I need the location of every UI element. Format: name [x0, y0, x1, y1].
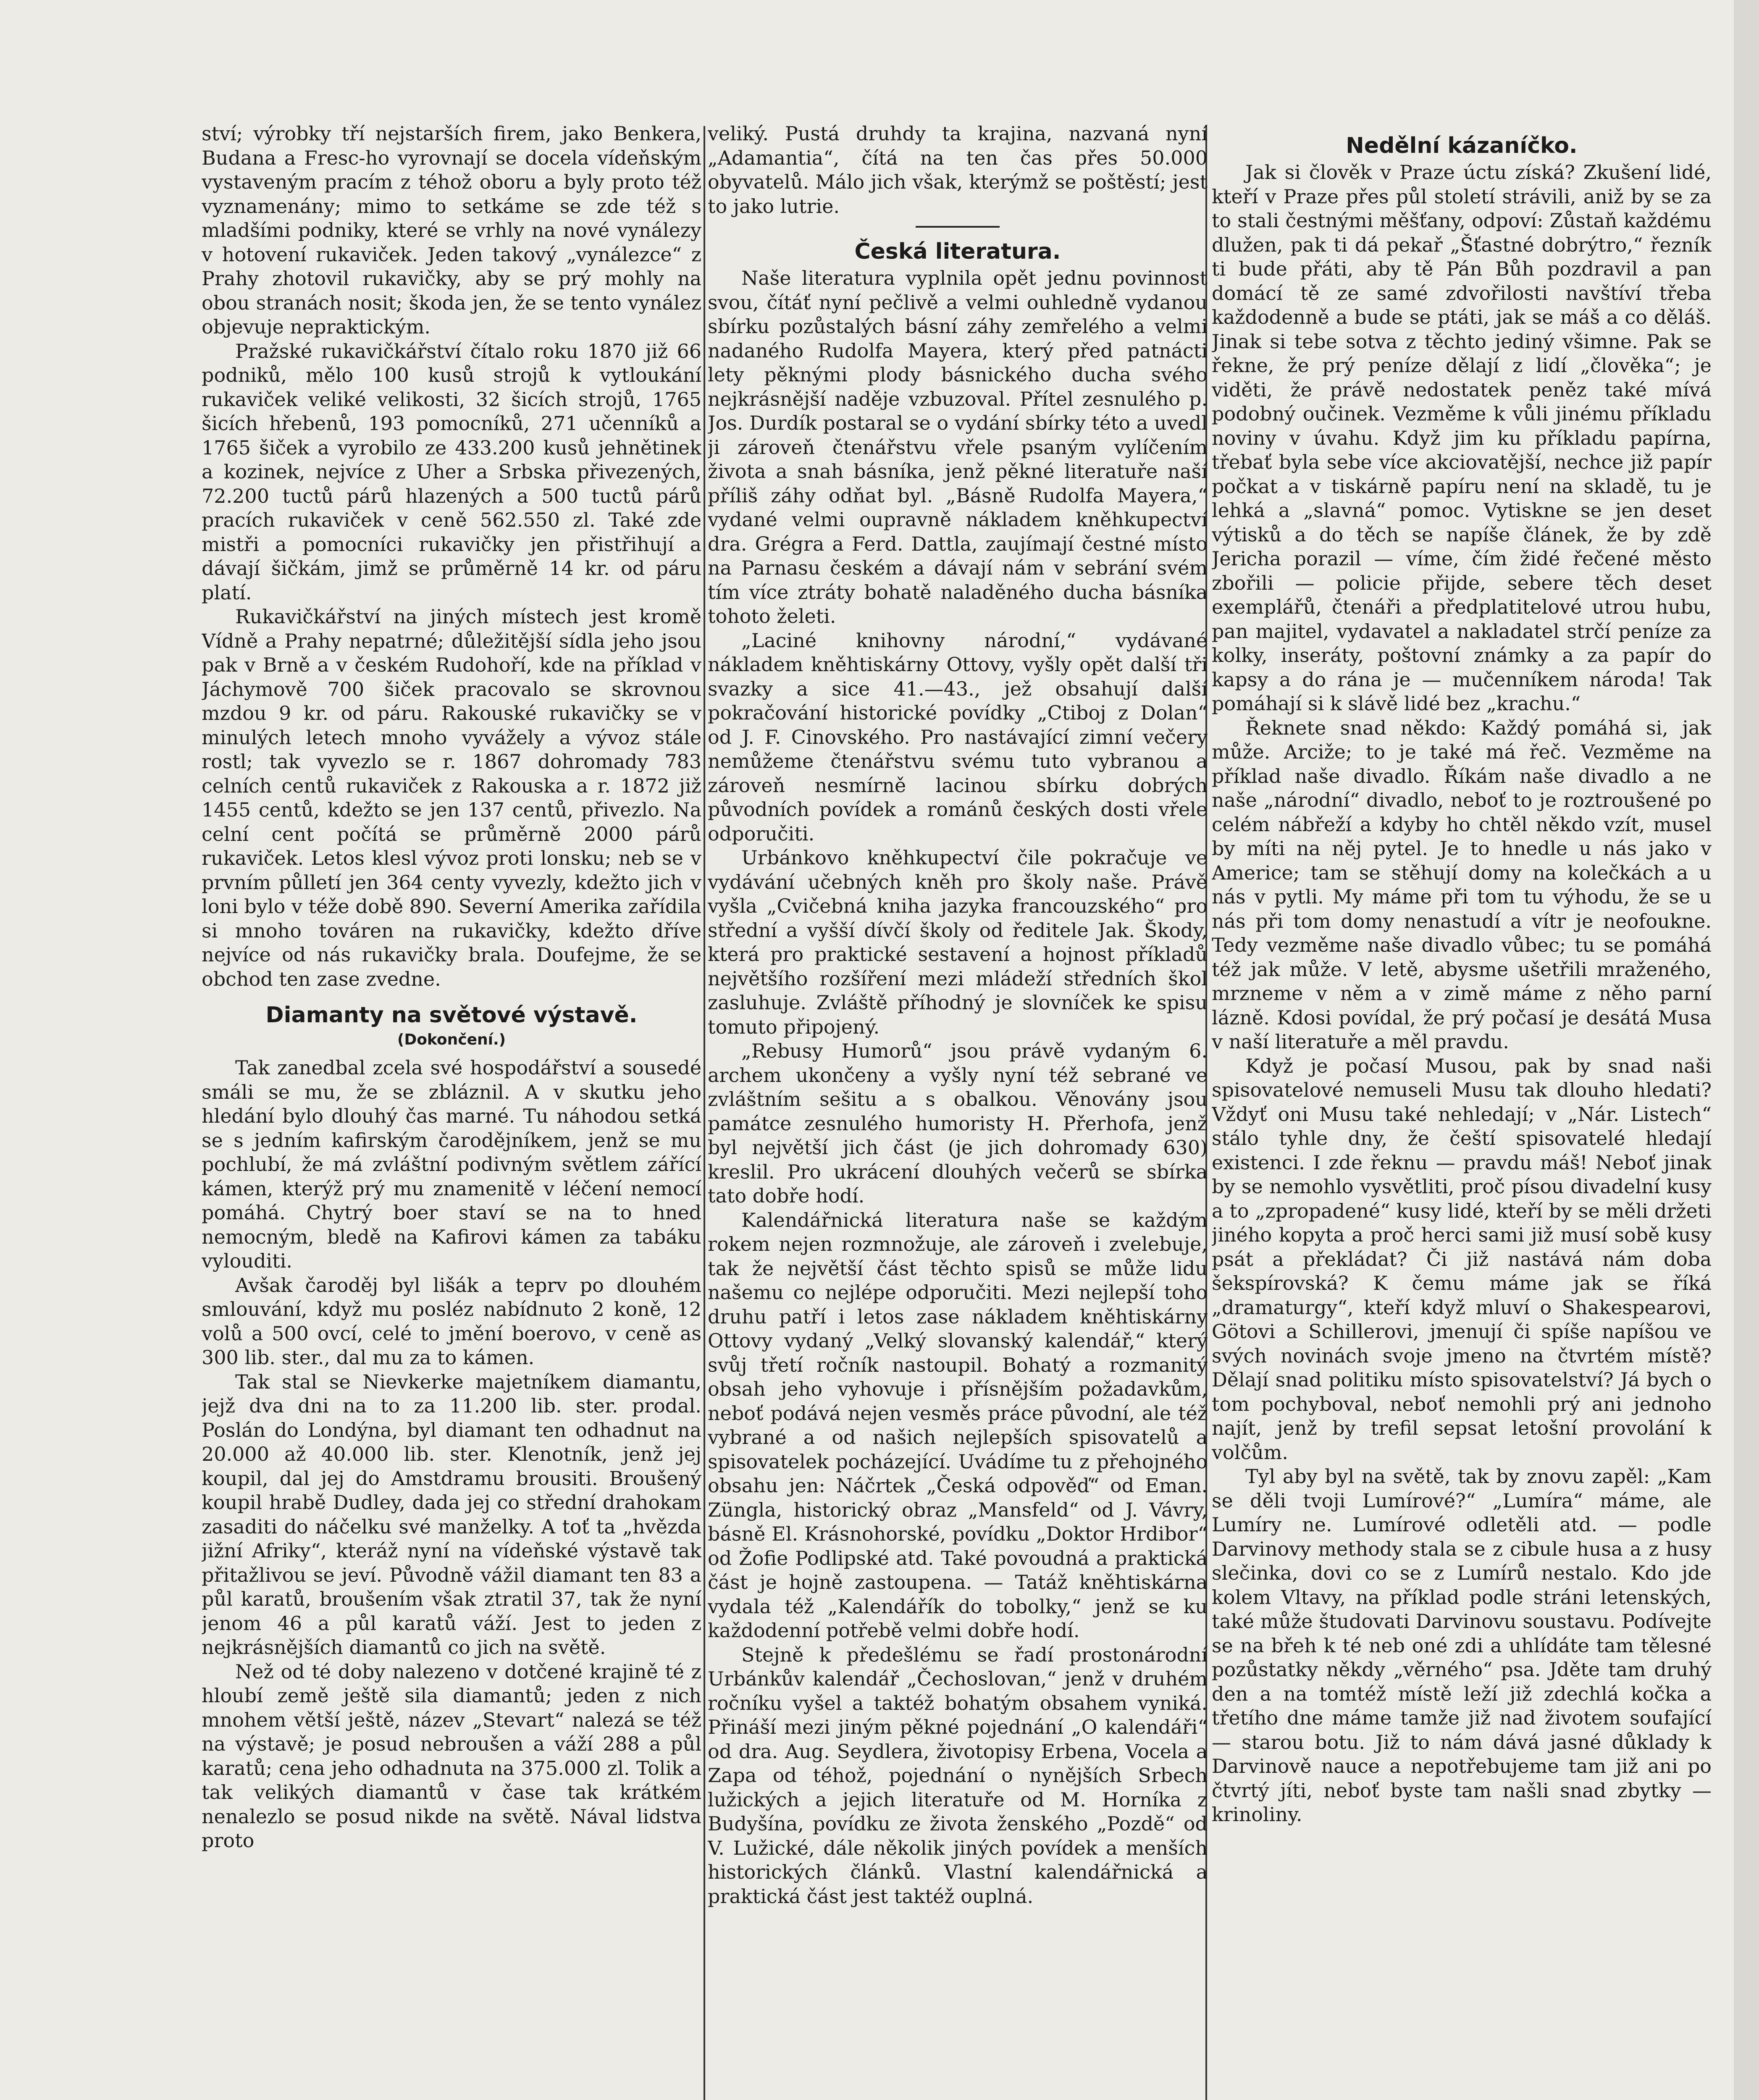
paragraph: Avšak čaroděj byl lišák a teprv po dlouhém smlouvání, když mu posléz nabídnuto 2 koně, 12 volů a 500 ovcí, celé to jmění boerovo, v ceně as 300 lib. ster., dal mu za to kámen. — [202, 1273, 701, 1369]
column-3 — [1212, 122, 1712, 2100]
paragraph: Jak si člověk v Praze úctu získá? Zkušení lidé, kteří v Praze přes půl století strávili, aniž by se za to stali čestnými měšťany, odpoví: Zůstaň každému dlužen, pak ti dá pekař „Šťastné dobrýtro,“ řezník ti bude přáti, aby tě Pán Bůh pozdravil a pan domácí tě ze samé zdvořilosti navštíví třeba každodenně a bude se ptáti, jak se máš a co děláš. Jinak si tebe sotva z těchto jediný všimne. Pak se řekne, že prý peníze dělají z lidí „člověka“; je viděti, že právě nedostatek peněz také mívá podobný oučinek. Vezměme k vůli jinému příkladu noviny v úvahu. Když jim ku příkladu papírna, třebať byla sebe více akciovatější, nechce již papír počkat a v tiskárně papíru není na skladě, tu je lehká a „slavná“ pomoc. Vytiskne se jen deset výtisků a do těch se napíše článek, že by zdě Jericha porazil — víme, čím židé řečené město zbořili — policie přijde, sebere těch deset exemplářů, čtenáři a předplatitelové utrou hubu, pan majitel, vydavatel a nakladatel strčí peníze za kolky, inseráty, poštovní známky a za papír do kapsy a do rána je — mučenníkem národa! Tak pomáhají si k slávě lidé bez „krachu.“ — [1212, 161, 1712, 715]
paragraph: Tak zanedbal zcela své hospodářství a sousedé smáli se mu, že se zbláznil. A v skutku jeho hledání bylo dlouhý čas marné. Tu náhodou setká se s jedním kafirským čarodějníkem, jenž se mu pochlubí, že má zvláštní podivným světlem zářící kámen, kterýž prý mu znamenitě v léčení nemocí pomáhá. Chytrý boer staví se na to hned nemocným, bledě na Kafirovi kámen za tabáku vylouditi. — [202, 1056, 701, 1272]
paragraph: Když je počasí Musou, pak by snad naši spisovatelové nemuseli Musu tak dlouho hledati? Vždyť oni Musu také nehledají; v „Nár. Listech“ stálo tyhle dny, že čeští spisovatelé hledají existenci. I zde řeknu — pravdu máš! Neboť jinak by se nemohlo vysvětliti, proč písou divadelní kusy a to „zpropadené“ kusy lidé, kteří by se měli držeti jiného kopyta a proč herci sami již musí sobě kusy psát a překládat? Či již nastává nám doba šekspírovská? K čemu máme jak se říká „dramaturgy“, kteří když mluví o Shakespearovi, Götovi a Schillerovi, jmenují či spíše napíšou ve svých novinách svoje jmeno na čtvrtém místě? Dělají snad politiku místo spisovatelství? Já bych o tom pochyboval, neboť nemohli prý ani jednoho najít, jenž by trefil sepsat letošní provolání k volčům. — [1212, 1054, 1712, 1464]
paragraph: veliký. Pustá druhdy ta krajina, nazvaná nyní „Adamantia“, čítá na ten čas přes 50.000 obyvatelů. Málo jich však, kterýmž se poštěstí; jest to jako lutrie. — [708, 122, 1208, 218]
paragraph: Naše literatura vyplnila opět jednu povinnost svou, čítáť nyní pečlivě a velmi ouhledně vydanou sbírku pozůstalých básní záhy zemřelého a velmi nadaného Rudolfa Mayera, který před patnácti lety pěknými plody básnického ducha svého nejkrásnější naděje vzbuzoval. Přítel zesnulého p. Jos. Durdík postaral se o vydání sbírky této a uvedl ji zároveň čtenářstvu vřele psaným vylíčením života a snah básníka, jenž pěkné literatuře naší příliš záhy odňat byl. „Básně Rudolfa Mayera,“ vydané velmi oupravně nákladem kněhkupectví dra. Grégra a Ferd. Dattla, zaujímají čestné místo na Parnasu českém a dávají nám v sebrání svém tím více ztráty bohatě naladěného ducha básníka tohoto želeti. — [708, 267, 1208, 627]
divider — [916, 226, 1000, 228]
paragraph: Pražské rukavičkářství čítalo roku 1870 již 66 podniků, mělo 100 kusů strojů k vytloukání rukaviček veliké velikosti, 32 šicích strojů, 1765 šicích hřebenů, 193 pomocníků, 271 učenníků a 1765 šiček a vyrobilo ze 433.200 kusů jehnětinek a kozinek, nejvíce z Uher a Srbska přivezených, 72.200 tuctů párů hlazených a 500 tuctů párů pracích rukaviček v ceně 562.550 zl. Také zde mistři a pomocníci rukavičky jen přistřihují a dávají šičkám, jimž se průměrně 14 kr. od páru platí. — [202, 339, 701, 604]
article-heading: Diamanty na světové výstavě. — [265, 1003, 638, 1028]
paragraph: Tyl aby byl na světě, tak by znovu zapěl: „Kam se děli tvoji Lumírové?“ „Lumíra“ máme, ale Lumíry ne. Lumírové odletěli atd. — podle Darvinovy methody stala se z cibule husa a z husy slečinka, dovi co se z Lumírů nestalo. Kdo jde kolem Vltavy, na příklad podle stráni letenských, také může študovati Darvinovu soustavu. Podívejte se na břeh k té neb oné zdi a uhlídáte tam tělesné pozůstatky někdy „věrného“ psa. Jděte tam druhý den a na tomtéž místě leží již zdechlá kočka a třetího dne máme tamže již nad životem soufající — starou botu. Již to nám dává jasné důklady k Darvinově nauce a nepotřebujeme tam již ani po čtvrtý jíti, neboť byste tam našli snad zbytky — krinoliny. — [1212, 1465, 1712, 1826]
column-rule — [704, 126, 705, 2100]
article-heading: Nedělní kázaníčko. — [1346, 133, 1578, 158]
paragraph: Urbánkovo kněhkupectví čile pokračuje ve vydávání učebných kněh pro školy naše. Právě vyšla „Cvičebná kniha jazyka francouzského“ pro střední a vyšší dívčí školy od ředitele Jak. Škody, která pro praktické sestavení a hojnost příkladů největšího rozšíření mezi mládeží středních škol zasluhuje. Zvláště příhodný je slovníček ke spisu tomuto připojený. — [708, 846, 1208, 1038]
paragraph: Kalendářnická literatura naše se každým rokem nejen rozmnožuje, ale zároveň i zvelebuje, tak že největší část těchto spisů se může lidu našemu co nejlépe odporučiti. Mezi nejlepší toho druhu patří i letos zase nákladem kněhtiskárny Ottovy vydaný „Velký slovanský kalendář,“ který svůj třetí ročník nastoupil. Bohatý a rozmanitý obsah jeho vyhovuje i přísnějším požadavkům, neboť podává nejen vesměs práce původní, ale též vybrané a od našich nejlepších spisovatelů a spisovatelek pocházející. Uvádíme tu z přehojného obsahu jen: Náčrtek „Česká odpověď“ od Eman. Züngla, historický obraz „Mansfeld“ od J. Vávry, básně El. Krásnohorské, povídku „Doktor Hrdibor“ od Žofie Podlipské atd. Také povoudná a praktická část je hojně zastoupena. — Tatáž kněhtiskárna vydala též „Kalendářík do tobolky,“ jenž se ku každodenní potřebě velmi dobře hodí. — [708, 1208, 1208, 1642]
paragraph: „Rebusy Humorů“ jsou právě vydaným 6. archem ukončeny a vyšly nyní též sebrané ve zvláštním sešitu a s obalkou. Věnovány jsou památce zesnulého humoristy H. Přerhofa, jenž byl největší jich část (je jich dohromady 630) kreslil. Pro ukrácení dlouhých večerů se sbírka tato dobře hodí. — [708, 1040, 1208, 1207]
paragraph: Než od té doby nalezeno v dotčené krajině té z hloubí země ještě sila diamantů; jeden z nich mnohem větší ještě, název „Stevart“ nalezá se též na výstavě; je posud nebroušen a váží 288 a půl karatů; cena jeho odhadnuta na 375.000 zl. Tolik a tak velikých diamantů v čase tak krátkém nenalezlo se posud nikde na světě. Nával lidstva proto — [202, 1660, 701, 1852]
paragraph: Tak stal se Nievkerke majetníkem diamantu, jejž dva dni na to za 11.200 lib. ster. prodal. Poslán do Londýna, byl diamant ten odhadnut na 20.000 až 40.000 lib. ster. Klenotník, jenž jej koupil, dal jej do Amstdramu brousiti. Broušený koupil hrabě Dudley, dada jej co střední drahokam zasaditi do náčelku své manželky. A toť ta „hvězda jižní Afriky“, kteráž nyní na vídeňské výstavě tak přitažlivou se jeví. Původně vážil diamant ten 83 a půl karatů, broušením však ztratil 37, tak že nyní jenom 46 a půl karatů váží. Jest to jeden z nejkrásnějších diamantů co jich na světě. — [202, 1370, 701, 1659]
column-2 — [708, 122, 1208, 2100]
paragraph: Rukavičkářství na jiných místech jest kromě Vídně a Prahy nepatrné; důležitější sídla jeho jsou pak v Brně a v českém Rudohoří, kde na příklad v Jáchymově 700 šiček pracovalo se skrovnou mzdou 9 kr. od páru. Rakouské rukavičky se v minulých letech mnoho vyvážely a vývoz stále rostl; tak vyvezlo se r. 1867 dohromady 783 celních centů rukaviček z Rakouska a r. 1872 již 1455 centů, kdežto se jen 137 centů, přivezlo. Na celní cent počítá se průměrně 2000 párů rukaviček. Letos klesl vývoz proti lonsku; neb se v prvním půlletí jen 364 centy vyvezly, kdežto jich v loni bylo v téže době 890. Severní Amerika zařídila si mnoho továren na rukavičky, kdežto dříve nejvíce od nás rukavičky brala. Doufejme, že se obchod ten zase zvedne. — [202, 605, 701, 990]
article-heading: Česká literatura. — [854, 239, 1061, 264]
paragraph: Řeknete snad někdo: Každý pomáhá si, jak může. Arciže; to je také má řeč. Vezměme na příklad naše divadlo. Říkám naše divadlo a ne naše „národní“ divadlo, neboť to je roztroušené po celém nábřeží a kdyby ho chtěl někdo vzít, musel by míti na něj pytel. Je to hnedle u nás jako v Americe; tam se stěhují domy na kolečkách a u nás v pytli. My máme při tom tu výhodu, že se u nás při tom domy nenastudí a vítr je neofoukne. Tedy vezměme naše divadlo vůbec; tu se pomáhá též jak může. V letě, abysme ušetřili mraženého, mrzneme v něm a v zimě máme z něho parní lázně. Kdosi povídal, že prý počasí je desátá Musa v naší literatuře a měl pravdu. — [1212, 716, 1712, 1053]
article-subheading: (Dokončení.) — [397, 1031, 506, 1048]
paragraph: „Laciné knihovny národní,“ vydávané nákladem kněhtiskárny Ottovy, vyšly opět další tři svazky a sice 41.—43., jež obsahují další pokračování historické povídky „Ctiboj z Dolan“ od J. F. Cinovského. Pro nastávající zimní večery nemůžeme čtenářstvu svému tuto vybranou a zároveň nesmírně lacinou sbírku dobrých původních povídek a románů českých dosti vřele odporučiti. — [708, 629, 1208, 845]
column-1 — [202, 122, 701, 2100]
paragraph: Stejně k předešlému se řadí prostonárodní Urbánkův kalendář „Čechoslovan,“ jenž v druhém ročníku vyšel a taktéž bohatým obsahem vyniká. Přináší mezi jiným pěkné pojednání „O kalendáři“ od dra. Aug. Seydlera, životopisy Erbena, Vocela a Zapa od téhož, pojednání o nynějších Srbech lužických a jejich literatuře od M. Horníka z Budyšína, povídku ze života ženského „Pozdě“ od V. Lužické, dále několik jiných povídek a menších historických článků. Vlastní kalendářnická a praktická část jest taktéž ouplná. — [708, 1643, 1208, 1908]
paragraph: ství; výrobky tří nejstarších firem, jako Benkera, Budana a Fresc-ho vyrovnají se docela vídeňským vystaveným pracím z téhož oboru a byly proto též vyznamenány; mimo to setkáme se zde též s mladšími podniky, které se vrhly na nové vynálezy v hotovení rukaviček. Jeden takový „vynálezce“ z Prahy zhotovil rukavičky, aby se prý mohly na obou stranách nosit; škoda jen, že se tento vynález objevuje nepraktickým. — [202, 122, 701, 338]
page-edge — [1734, 0, 1759, 2100]
